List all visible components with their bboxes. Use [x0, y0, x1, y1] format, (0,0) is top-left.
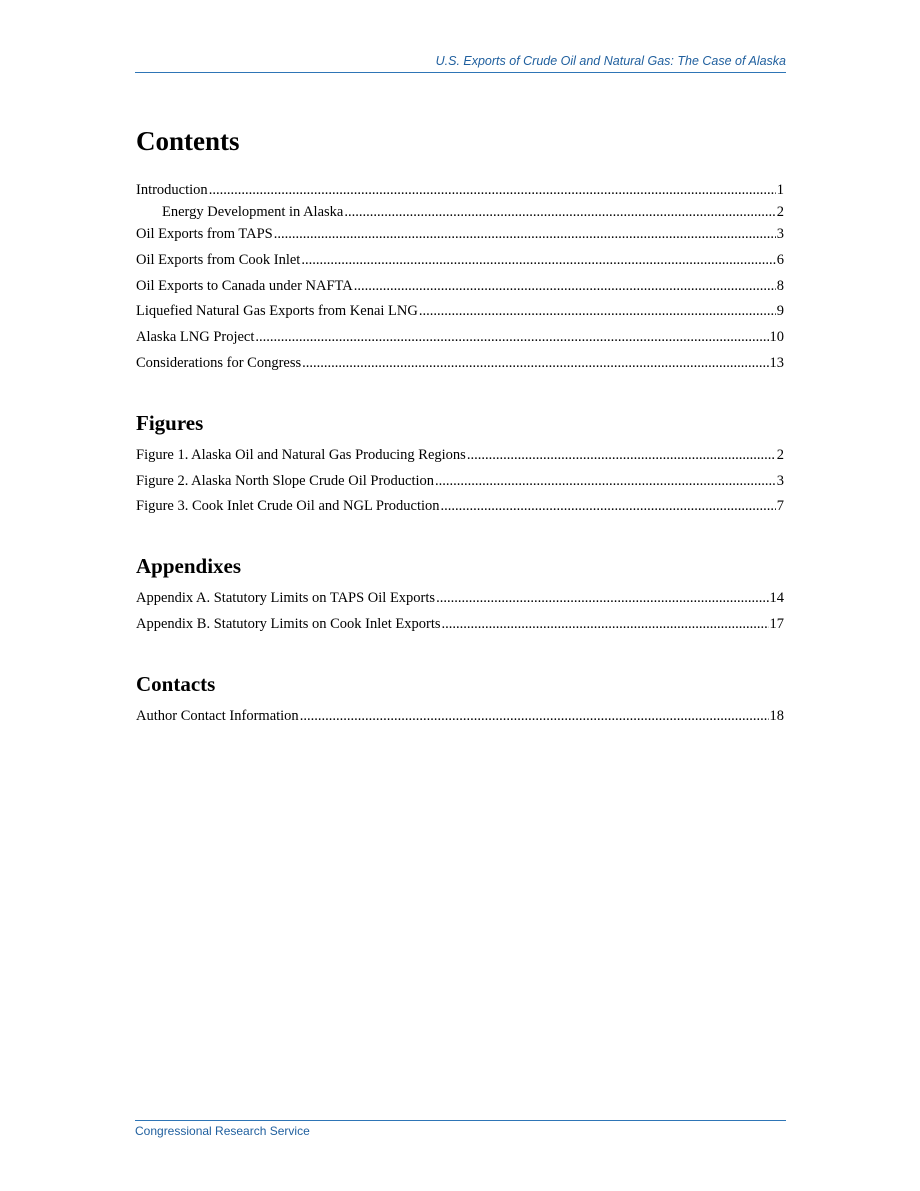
dot-leader [435, 471, 776, 491]
dot-leader [274, 224, 776, 244]
toc-entry-label: Figure 1. Alaska Oil and Natural Gas Producing Regions [136, 446, 466, 463]
toc-entry-page: 17 [769, 615, 784, 632]
contacts-heading: Contacts [136, 671, 216, 696]
toc-entry-page: 14 [769, 590, 784, 607]
toc-entry-introduction[interactable] [136, 180, 784, 202]
dot-leader [419, 301, 776, 321]
dot-leader [255, 327, 768, 347]
toc-entry-energy-development[interactable] [136, 202, 784, 224]
toc-entry-page: 2 [776, 204, 784, 220]
toc-entry-oil-exports-canada[interactable] [136, 276, 784, 302]
contents-section [136, 124, 784, 379]
toc-entry-label: Appendix B. Statutory Limits on Cook Inlet Exports [136, 615, 441, 632]
table-of-contents [136, 124, 784, 762]
toc-entry-label: Figure 2. Alaska North Slope Crude Oil Production [136, 472, 435, 489]
figures-list [136, 445, 784, 522]
appendixes-section [136, 552, 784, 640]
dot-leader [354, 276, 776, 296]
toc-entry-label: Appendix A. Statutory Limits on TAPS Oil Exports [136, 590, 436, 607]
toc-entry-figure-1[interactable] [136, 445, 784, 471]
toc-entry-page: 1 [776, 182, 784, 198]
toc-entry-page: 18 [769, 707, 784, 724]
figures-heading: Figures [136, 410, 204, 435]
contacts-list [136, 706, 784, 732]
appendixes-heading: Appendixes [136, 554, 242, 579]
dot-leader [441, 496, 776, 516]
dot-leader [344, 202, 775, 222]
toc-entry-author-contact[interactable] [136, 706, 784, 732]
dot-leader [436, 588, 768, 608]
toc-entry-label: Author Contact Information [136, 707, 299, 724]
toc-entry-page: 13 [769, 354, 784, 371]
toc-entry-appendix-a[interactable] [136, 588, 784, 614]
toc-entry-alaska-lng-project[interactable] [136, 327, 784, 353]
toc-entry-considerations[interactable] [136, 353, 784, 379]
toc-entry-page: 8 [776, 277, 784, 294]
toc-entry-page: 6 [776, 251, 784, 268]
dot-leader [209, 180, 776, 200]
toc-entry-lng-kenai[interactable] [136, 301, 784, 327]
toc-entry-page: 3 [776, 472, 784, 489]
toc-entry-label: Considerations for Congress [136, 354, 302, 371]
toc-entry-label: Oil Exports to Canada under NAFTA [136, 277, 353, 294]
toc-entry-label: Figure 3. Cook Inlet Crude Oil and NGL Production [136, 498, 440, 515]
page-footer: Congressional Research Service [135, 1120, 786, 1138]
dot-leader [442, 614, 769, 634]
toc-entry-label: Alaska LNG Project [136, 329, 255, 346]
contents-heading: Contents [136, 126, 240, 156]
appendixes-list [136, 588, 784, 640]
dot-leader [467, 445, 776, 465]
toc-entry-label: Introduction [136, 182, 208, 198]
toc-entry-label: Oil Exports from TAPS [136, 226, 273, 242]
toc-entry-oil-exports-cook-inlet[interactable] [136, 250, 784, 276]
toc-entry-appendix-b[interactable] [136, 614, 784, 640]
toc-entry-oil-exports-taps[interactable] [136, 224, 784, 250]
figures-section [136, 409, 784, 522]
toc-entry-page: 3 [776, 226, 784, 242]
toc-entry-label: Energy Development in Alaska [162, 204, 344, 220]
dot-leader [302, 353, 768, 373]
toc-entry-page: 2 [776, 446, 784, 463]
toc-entry-label: Liquefied Natural Gas Exports from Kenai LNG [136, 303, 418, 320]
toc-entry-label: Oil Exports from Cook Inlet [136, 251, 301, 268]
toc-entry-page: 10 [769, 329, 784, 346]
toc-entry-figure-2[interactable] [136, 471, 784, 497]
toc-entry-page: 7 [776, 498, 784, 515]
dot-leader [301, 250, 775, 270]
toc-entry-figure-3[interactable] [136, 496, 784, 522]
contents-list [136, 180, 784, 379]
toc-entry-page: 9 [776, 303, 784, 320]
running-header: U.S. Exports of Crude Oil and Natural Gas: The Case of Alaska [135, 54, 786, 73]
dot-leader [300, 706, 769, 726]
contacts-section [136, 670, 784, 732]
